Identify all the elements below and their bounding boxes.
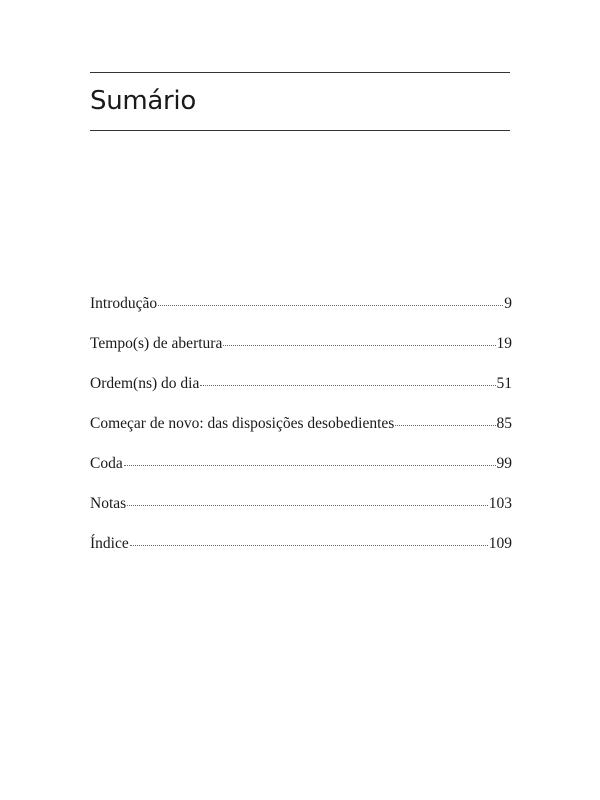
toc-entry-page: 51	[496, 375, 512, 392]
toc-entry-indice[interactable]	[90, 530, 512, 570]
toc-entry-page: 99	[496, 455, 512, 472]
table-of-contents	[90, 290, 512, 570]
toc-entry-label: Índice	[90, 535, 129, 552]
toc-entry-label: Introdução	[90, 295, 158, 312]
toc-entry-label: Notas	[90, 495, 127, 512]
toc-entry-page: 19	[496, 335, 512, 352]
bottom-rule	[90, 130, 510, 131]
toc-entry-tempos-de-abertura[interactable]	[90, 330, 512, 370]
dot-leader	[124, 465, 496, 466]
dot-leader	[395, 425, 495, 426]
page-title: Sumário	[90, 86, 196, 116]
toc-entry-label: Começar de novo: das disposições desobedientes	[90, 415, 395, 432]
toc-entry-label: Ordem(ns) do dia	[90, 375, 200, 392]
toc-entry-notas[interactable]	[90, 490, 512, 530]
toc-entry-label: Tempo(s) de abertura	[90, 335, 223, 352]
dot-leader	[200, 385, 495, 386]
toc-entry-page: 85	[496, 415, 512, 432]
top-rule	[90, 72, 510, 73]
dot-leader	[127, 505, 488, 506]
toc-entry-label: Coda	[90, 455, 123, 472]
toc-entry-comecar-de-novo[interactable]	[90, 410, 512, 450]
toc-entry-page: 9	[504, 295, 512, 312]
toc-entry-introducao[interactable]	[90, 290, 512, 330]
toc-entry-ordens-do-dia[interactable]	[90, 370, 512, 410]
toc-entry-coda[interactable]	[90, 450, 512, 490]
dot-leader	[223, 345, 495, 346]
toc-entry-page: 103	[488, 495, 512, 512]
toc-entry-page: 109	[488, 535, 512, 552]
dot-leader	[130, 545, 488, 546]
dot-leader	[158, 305, 503, 306]
